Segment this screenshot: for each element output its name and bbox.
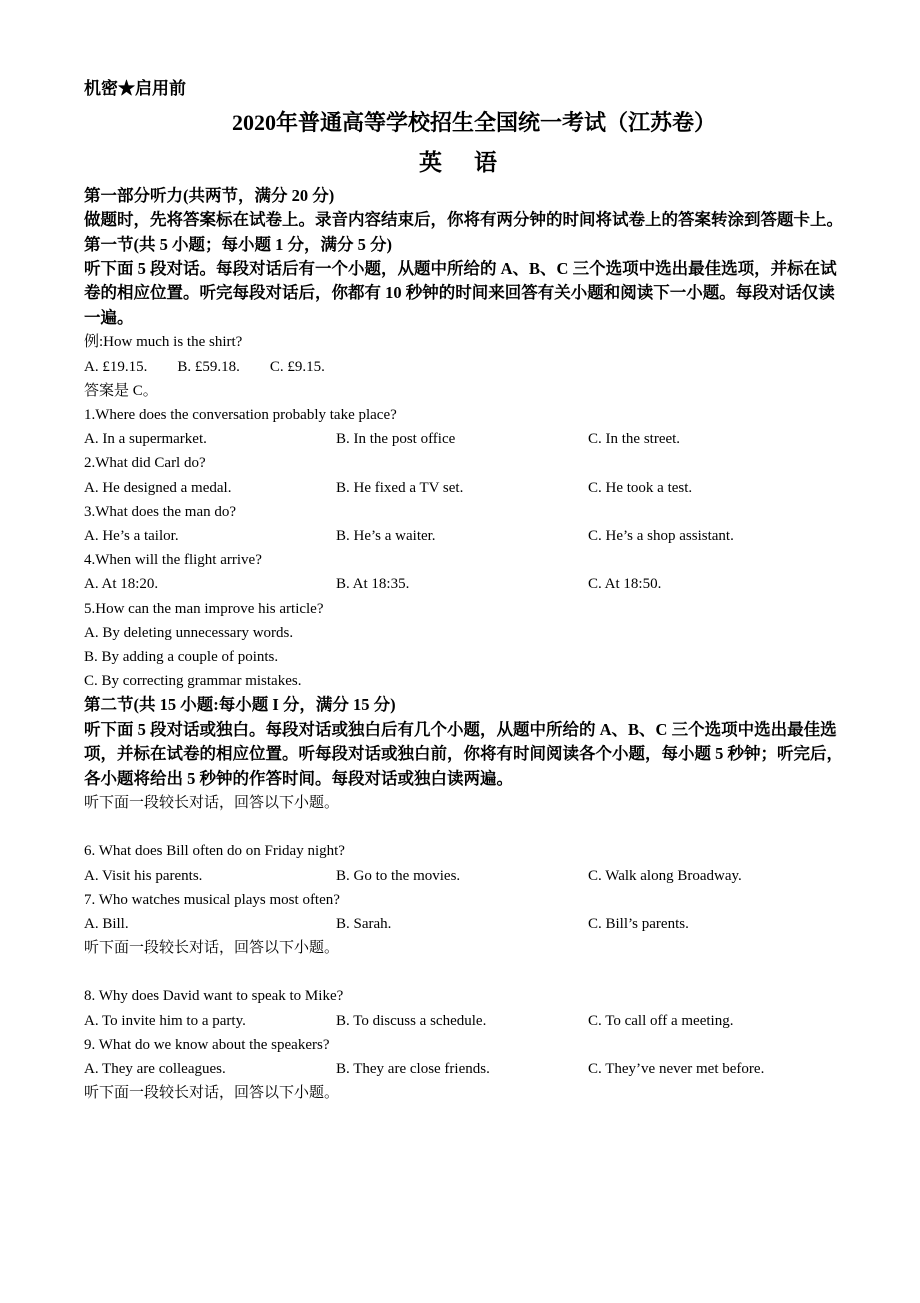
- option-a: A. To invite him to a party.: [84, 1012, 246, 1029]
- example-question: 例:How much is the shirt?: [84, 334, 243, 351]
- option-c: C. At 18:50.: [588, 576, 662, 593]
- section2-instructions: 听下面 5 段对话或独白。每段对话或独白后有几个小题，从题中所给的 A、B、C 三个选项中选出最佳选项，并标在试卷的相应位置。听每段对话或独白前，你将有时间阅读各个小题，每小题 5 秒钟；听完后，各小题将给出 5 秒钟的作答时间。每段对话或独白读两遍。: [84, 719, 843, 788]
- example-option-a: A. £19.15.: [84, 358, 148, 375]
- option-c: C. By correcting grammar mistakes.: [84, 673, 302, 690]
- option-b: B. By adding a couple of points.: [84, 649, 279, 666]
- question-3: 3.What does the man do?: [84, 503, 237, 520]
- question-5: 5.How can the man improve his article?: [84, 600, 324, 617]
- listen-prompt: 听下面一段较长对话，回答以下小题。: [84, 795, 340, 812]
- option-a: A. Visit his parents.: [84, 867, 203, 884]
- exam-title: 2020年普通高等学校招生全国统一考试（江苏卷）: [231, 110, 716, 135]
- part1-heading: 第一部分听力(共两节，满分 20 分): [84, 186, 335, 205]
- question-2: 2.What did Carl do?: [84, 455, 206, 472]
- option-c: C. To call off a meeting.: [588, 1012, 734, 1029]
- option-b: B. In the post office: [336, 431, 456, 448]
- question-9-options: [84, 1057, 844, 1081]
- option-a: A. Bill.: [84, 915, 129, 932]
- option-b: B. To discuss a schedule.: [336, 1012, 487, 1029]
- section1-instructions: 听下面 5 段对话。每段对话后有一个小题，从题中所给的 A、B、C 三个选项中选出最佳选项，并标在试卷的相应位置。听完每段对话后，你都有 10 秒钟的时间来回答有关小题和阅读下一小题。每段对话仅读一遍。: [84, 258, 837, 327]
- question-8: 8. Why does David want to speak to Mike?: [84, 988, 344, 1005]
- option-b: B. He’s a waiter.: [336, 528, 436, 545]
- option-b: B. Go to the movies.: [336, 867, 461, 884]
- option-c: C. He’s a shop assistant.: [588, 528, 734, 545]
- confidential-label: 机密★启用前: [84, 79, 186, 98]
- question-4: 4.When will the flight arrive?: [84, 552, 262, 569]
- section2-heading: 第二节(共 15 小题:每小题 I 分，满分 15 分): [84, 695, 396, 715]
- exam-page: [84, 78, 844, 1105]
- option-a: A. At 18:20.: [84, 576, 159, 593]
- example-option-b: B. £59.18.: [177, 358, 240, 375]
- option-a: A. He’s a tailor.: [84, 528, 179, 545]
- option-b: B. At 18:35.: [336, 576, 410, 593]
- listen-prompt: 听下面一段较长对话，回答以下小题。: [84, 940, 340, 957]
- option-a: A. He designed a medal.: [84, 479, 232, 496]
- example-option-c: C. £9.15.: [269, 358, 325, 375]
- option-c: C. In the street.: [588, 431, 681, 448]
- question-6: 6. What does Bill often do on Friday night?: [84, 843, 345, 860]
- question-1: 1.Where does the conversation probably take place?: [84, 407, 397, 424]
- option-a: A. By deleting unnecessary words.: [84, 624, 294, 641]
- subject-title: 英语: [419, 150, 529, 175]
- question-7-options: [84, 912, 844, 936]
- question-9: 9. What do we know about the speakers?: [84, 1036, 330, 1053]
- question-3-options: [84, 524, 844, 548]
- example-options: [84, 355, 844, 379]
- option-b: B. He fixed a TV set.: [336, 479, 464, 496]
- option-c: C. They’ve never met before.: [588, 1060, 765, 1077]
- listen-prompt: 听下面一段较长对话，回答以下小题。: [84, 1085, 340, 1102]
- option-b: B. Sarah.: [336, 915, 392, 932]
- section1-heading: 第一节(共 5 小题；每小题 1 分，满分 5 分): [84, 234, 392, 254]
- option-a: A. They are colleagues.: [84, 1060, 226, 1077]
- question-1-options: [84, 427, 844, 451]
- option-a: A. In a supermarket.: [84, 431, 207, 448]
- option-b: B. They are close friends.: [336, 1060, 490, 1077]
- question-8-options: [84, 1009, 844, 1033]
- question-6-options: [84, 864, 844, 888]
- part1-instructions: 做题时，先将答案标在试卷上。录音内容结束后，你将有两分钟的时间将试卷上的答案转涂到答题卡上。: [84, 210, 843, 230]
- question-7: 7. Who watches musical plays most often?: [84, 891, 340, 908]
- question-4-options: [84, 572, 844, 596]
- option-c: C. Walk along Broadway.: [588, 867, 742, 884]
- option-c: C. He took a test.: [588, 479, 693, 496]
- example-answer: 答案是 C。: [84, 382, 158, 399]
- option-c: C. Bill’s parents.: [588, 915, 689, 932]
- question-2-options: [84, 476, 844, 500]
